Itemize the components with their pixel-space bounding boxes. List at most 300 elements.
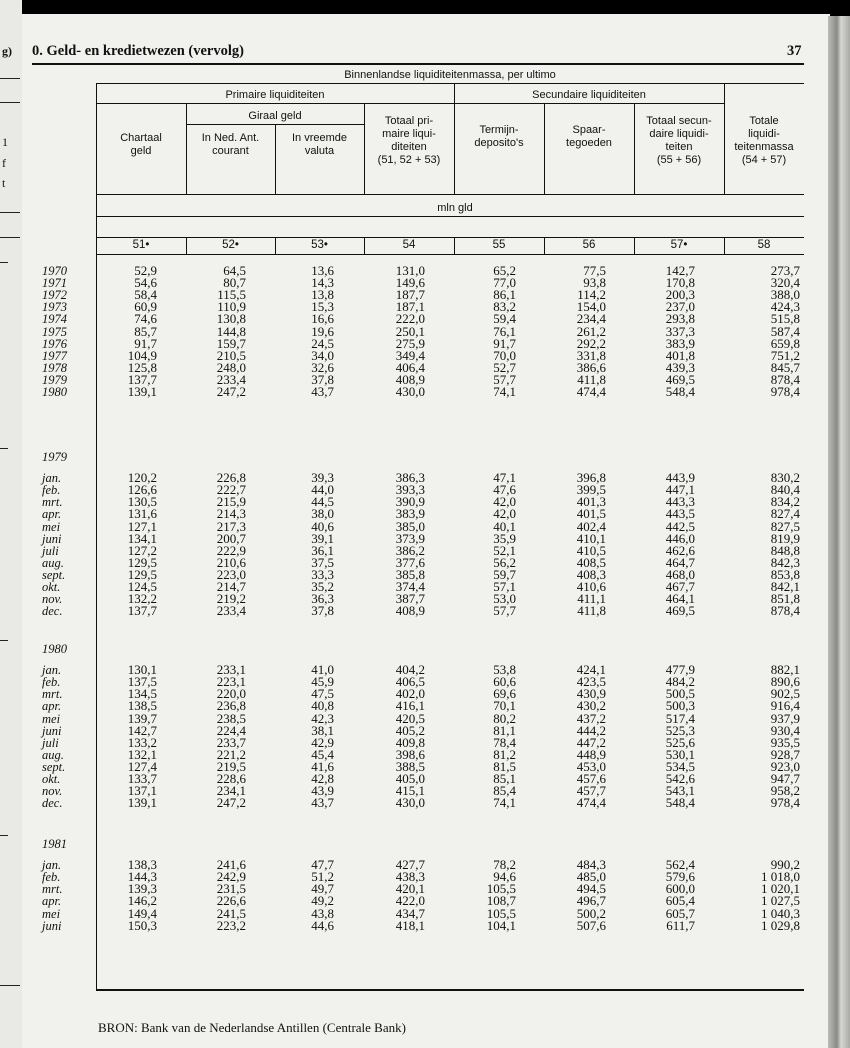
table-cell: 60,9 [134,299,157,315]
table-cell: 52,1 [493,542,516,558]
row-label: mei [42,906,61,921]
table-cell: 410,1 [576,530,606,546]
row-label: apr. [42,507,62,522]
table-cell: 93,8 [583,275,606,291]
table-cell: 59,7 [493,566,516,582]
table-cell: 241,5 [216,905,246,921]
table-cell: 70,0 [493,347,516,363]
table-cell: 130,1 [127,662,157,678]
margin-rule-1 [0,78,20,79]
table-cell: 1 040,3 [761,905,800,921]
table-cell: 387,7 [395,591,425,607]
row-label: apr. [42,699,62,714]
header-giraal: Giraal geld [248,110,302,122]
table-cell: 222,7 [216,482,246,498]
header-primary: Primaire liquiditeiten [225,89,325,101]
table-cell: 233,4 [216,371,246,387]
table-cell: 442,5 [665,518,695,534]
table-cell: 144,8 [216,323,246,339]
row-label: jan. [42,858,62,873]
table-cell: 80,2 [493,710,516,726]
table-cell: 990,2 [770,857,800,873]
table-cell: 15,3 [311,299,334,315]
row-label: dec. [42,796,63,811]
table-cell: 85,7 [134,323,157,339]
table-cell: 133,7 [127,771,157,787]
table-cell: 408,5 [576,554,606,570]
column-header-6: Spaar- tegoeden [566,124,612,149]
table-cell: 40,8 [311,698,334,714]
table-cell: 131,0 [395,263,425,278]
table-cell: 388,5 [395,758,425,774]
table-cell: 853,8 [770,566,800,582]
table-cell: 507,6 [576,917,606,933]
table-cell: 830,2 [770,470,800,486]
table-cell: 64,5 [223,263,246,278]
table-cell: 77,0 [493,275,516,291]
table-cell: 219,5 [216,758,246,774]
table-cell: 132,2 [127,591,157,607]
table-cell: 237,0 [665,299,695,315]
row-label: feb. [42,483,61,498]
table-cell: 149,4 [127,905,157,921]
margin-rule-6 [0,448,8,449]
table-cell: 411,8 [577,371,606,387]
table-cell: 464,7 [665,554,695,570]
table-cell: 840,4 [770,482,800,498]
table-cell: 138,3 [127,857,157,873]
row-label: aug. [42,747,64,762]
table-cell: 56,2 [493,554,516,570]
table-cell: 120,2 [127,470,157,486]
table-cell: 105,5 [486,881,516,897]
table-cell: 548,4 [665,384,695,399]
table-cell: 36,3 [311,591,334,607]
table-cell: 930,4 [770,722,800,738]
table-cell: 947,7 [770,771,800,787]
table-cell: 751,2 [770,347,800,363]
table-cell: 57,7 [493,603,516,619]
column-number-6: 56 [582,239,596,251]
margin-rule-4 [0,237,20,238]
table-cell: 115,5 [217,287,246,303]
table-cell: 453,0 [576,758,606,774]
row-label: 1970 [42,264,67,278]
row-label: 1980 [42,385,67,399]
table-cell: 446,0 [665,530,695,546]
table-cell: 273,7 [770,263,800,278]
rule-main-header [96,83,804,84]
table-cell: 447,1 [665,482,695,498]
table-cell: 81,1 [493,722,516,738]
table-cell: 13,8 [311,287,334,303]
table-cell: 292,2 [576,335,606,351]
table-cell: 105,5 [486,905,516,921]
table-cell: 52,9 [134,263,157,278]
column-number-5: 55 [492,239,506,251]
source-text: Bank van de Nederlandse Antillen (Centrale Bank) [140,1020,406,1035]
table-cell: 139,1 [127,795,157,811]
table-cell: 484,3 [576,857,606,873]
row-label: juni [42,918,62,933]
table-cell: 424,1 [576,662,606,678]
table-cell: 247,2 [216,795,246,811]
table-cell: 605,4 [665,893,695,909]
table-cell: 928,7 [770,746,800,762]
table-cell: 44,5 [311,494,334,510]
group-heading-1979: 1979 [42,450,67,464]
row-label: jan. [42,471,62,486]
table-cell: 69,6 [493,686,516,702]
column-number-2: 52• [222,239,239,251]
table-cell: 337,3 [665,323,695,339]
row-label: 1975 [42,324,67,339]
row-label: juli [42,735,59,750]
column-header-1: Chartaal geld [120,132,162,157]
table-cell: 424,3 [770,299,800,315]
table-cell: 14,3 [311,275,334,291]
table-cell: 496,7 [576,893,606,909]
table-cell: 410,5 [576,542,606,558]
table-cell: 47,1 [493,470,516,486]
table-cell: 52,7 [493,359,516,375]
table-cell: 226,6 [216,893,246,909]
table-cell: 76,1 [493,323,516,339]
table-cell: 845,7 [770,359,800,375]
table-cell: 91,7 [493,335,516,351]
row-label: mrt. [42,882,63,897]
table-cell: 600,0 [665,881,695,897]
table-cell: 36,1 [311,542,334,558]
table-cell: 49,2 [311,893,334,909]
column-number-1: 51• [132,239,150,251]
table-cell: 74,1 [493,384,516,399]
table-cell: 43,7 [311,795,334,811]
table-cell: 222,9 [216,542,246,558]
column-header-4: Totaal pri- maire liqui- diteiten (51, 52 + 53) [377,115,441,166]
table-cell: 37,5 [311,554,334,570]
table-cell: 43,9 [311,783,334,799]
table-cell: 38,0 [311,506,334,522]
table-cell: 149,6 [395,275,425,291]
table-cell: 500,5 [665,686,695,702]
table-cell: 60,6 [493,674,516,690]
table-cell: 401,5 [576,506,606,522]
table-cell: 222,0 [395,311,425,327]
rule-colnum-top [96,237,804,238]
row-label: okt. [42,772,61,787]
row-label: 1977 [42,348,67,363]
table-cell: 57,7 [493,371,516,387]
table-cell: 386,2 [395,542,425,558]
table-cell: 420,5 [395,710,425,726]
table-cell: 42,0 [493,506,516,522]
table-cell: 405,2 [395,722,425,738]
table-cell: 579,6 [665,869,695,885]
row-label: mei [42,711,61,726]
row-label: 1973 [42,300,67,315]
rule-labels-bottom [96,194,804,195]
table-cell: 422,0 [395,893,425,909]
table-cell: 40,1 [493,518,516,534]
table-cell: 226,8 [216,470,246,486]
table-cell: 293,8 [665,311,695,327]
header-main: Binnenlandse liquiditeitenmassa, per ultimo [344,69,556,81]
table-cell: 548,4 [665,795,695,811]
row-label: 1979 [42,372,67,387]
column-number-4: 54 [402,239,416,251]
table-cell: 534,5 [665,758,695,774]
table-cell: 834,2 [770,494,800,510]
table-cell: 878,4 [770,603,800,619]
table-cell: 477,9 [665,662,695,678]
table-cell: 37,8 [311,371,334,387]
table-cell: 39,1 [311,530,334,546]
table-cell: 139,7 [127,710,157,726]
column-header-7: Totaal secun- daire liquidi- teiten (55 + 56) [646,115,712,166]
table-cell: 108,7 [486,893,516,909]
table-cell: 41,6 [311,758,334,774]
table-cell: 405,0 [395,771,425,787]
table-cell: 37,8 [311,603,334,619]
table-cell: 137,7 [127,371,157,387]
table-cell: 127,4 [127,758,157,774]
table-cell: 409,8 [395,734,425,750]
table-cell: 439,3 [665,359,695,375]
table-cell: 587,4 [770,323,800,339]
table-cell: 223,0 [216,566,246,582]
table-cell: 468,0 [665,566,695,582]
table-cell: 238,5 [216,710,246,726]
document-page [22,14,830,1048]
table-cell: 44,0 [311,482,334,498]
table-cell: 978,4 [770,795,800,811]
column-number-3: 53• [311,239,328,251]
table-cell: 827,5 [770,518,800,534]
table-cell: 383,9 [665,335,695,351]
table-cell: 408,9 [395,603,425,619]
table-cell: 223,2 [216,917,246,933]
column-header-5: Termijn- deposito's [474,124,524,149]
table-cell: 396,8 [576,470,606,486]
table-cell: 127,2 [127,542,157,558]
table-cell: 462,6 [665,542,695,558]
table-cell: 65,2 [493,263,516,278]
table-cell: 393,3 [395,482,425,498]
table-cell: 81,5 [493,758,516,774]
table-cell: 94,6 [493,869,516,885]
table-cell: 45,9 [311,674,334,690]
row-label: mrt. [42,495,63,510]
table-cell: 146,2 [127,893,157,909]
table-cell: 137,5 [127,674,157,690]
table-cell: 415,1 [395,783,425,799]
margin-text-1: g) [2,44,12,58]
table-cell: 41,0 [311,662,334,678]
table-cell: 386,6 [576,359,606,375]
margin-rule-5 [0,262,8,263]
table-cell: 19,6 [311,323,334,339]
table-cell: 420,1 [395,881,425,897]
table-cell: 398,6 [395,746,425,762]
table-cell: 331,8 [576,347,606,363]
table-cell: 349,4 [395,347,425,363]
margin-rule-3 [0,212,20,213]
table-cell: 221,2 [216,746,246,762]
table-cell: 464,1 [665,591,695,607]
table-cell: 126,6 [127,482,157,498]
table-cell: 457,6 [576,771,606,787]
table-cell: 402,4 [576,518,606,534]
table-cell: 430,2 [576,698,606,714]
table-cell: 154,0 [576,299,606,315]
table-cell: 214,3 [216,506,246,522]
table-cell: 38,1 [311,722,334,738]
table-cell: 423,5 [576,674,606,690]
table-cell: 40,6 [311,518,334,534]
table-cell: 410,6 [576,579,606,595]
source-note [98,1020,406,1036]
table-cell: 882,1 [770,662,800,678]
table-cell: 32,6 [311,359,334,375]
margin-rule-9 [0,985,20,986]
table-cell: 562,4 [665,857,695,873]
column-number-8: 58 [757,239,771,251]
row-label: aug. [42,555,64,570]
table-cell: 43,7 [311,384,334,399]
table-cell: 233,1 [216,662,246,678]
column-header-8: Totale liquidi- teitenmassa (54 + 57) [734,115,794,166]
table-cell: 935,5 [770,734,800,750]
table-cell: 386,3 [395,470,425,486]
table-cell: 430,9 [576,686,606,702]
table-cell: 49,7 [311,881,334,897]
table-cell: 228,6 [216,771,246,787]
row-label: 1978 [42,360,67,375]
table-cell: 1 020,1 [761,881,800,897]
group-heading-1980: 1980 [42,642,67,656]
row-label: 1974 [42,312,67,327]
table-cell: 214,7 [216,579,246,595]
table-cell: 138,5 [127,698,157,714]
table-cell: 438,3 [395,869,425,885]
margin-rule-7 [0,640,8,641]
table-cell: 401,8 [665,347,695,363]
table-cell: 200,3 [665,287,695,303]
table-cell: 43,8 [311,905,334,921]
table-cell: 937,9 [770,710,800,726]
table-cell: 515,8 [770,311,800,327]
table-cell: 187,7 [395,287,425,303]
page-edge [828,16,850,1048]
row-label: juni [42,531,62,546]
table-cell: 1 029,8 [761,917,800,933]
table-cell: 144,3 [127,869,157,885]
table-cell: 210,5 [216,347,246,363]
table-cell: 125,8 [127,359,157,375]
table-cell: 275,9 [395,335,425,351]
table-cell: 78,2 [493,857,516,873]
header-secondary: Secundaire liquiditeiten [532,89,646,101]
table-cell: 430,0 [395,384,425,399]
table-cell: 53,8 [493,662,516,678]
table-cell: 247,2 [216,384,246,399]
row-label: 1971 [42,276,67,291]
page-title: 0. Geld- en kredietwezen (vervolg) [32,43,244,59]
table-cell: 85,4 [493,783,516,799]
table-cell: 434,7 [395,905,425,921]
table-cell: 842,1 [770,579,800,595]
table-cell: 83,2 [493,299,516,315]
table-cell: 234,1 [216,783,246,799]
table-cell: 443,3 [665,494,695,510]
left-page-strip [0,0,22,1048]
table-cell: 130,5 [127,494,157,510]
table-cell: 78,4 [493,734,516,750]
table-cell: 59,4 [493,311,516,327]
table-cell: 51,2 [311,869,334,885]
table-cell: 86,1 [493,287,516,303]
table-cell: 427,7 [395,857,425,873]
row-label: nov. [42,784,63,799]
table-cell: 35,9 [493,530,516,546]
table-cell: 210,6 [216,554,246,570]
table-cell: 42,9 [311,734,334,750]
margin-text-2: 1 [2,135,8,149]
table-cell: 47,7 [311,857,334,873]
table-cell: 130,8 [216,311,246,327]
table-cell: 58,4 [134,287,157,303]
table-cell: 134,5 [127,686,157,702]
column-number-7: 57• [670,239,688,251]
table-cell: 388,0 [770,287,800,303]
table-cell: 234,4 [576,311,606,327]
table-cell: 374,4 [395,579,425,595]
margin-rule-8 [0,835,8,836]
row-label: juli [42,543,59,558]
table-cell: 411,1 [577,591,606,607]
table-cell: 411,8 [577,603,606,619]
table-cell: 233,7 [216,734,246,750]
table-cell: 139,1 [127,384,157,399]
column-header-2: In Ned. Ant. courant [201,132,260,157]
table-cell: 923,0 [770,758,800,774]
table-cell: 404,2 [395,662,425,678]
table-cell: 408,9 [395,371,425,387]
table-cell: 978,4 [770,384,800,399]
table-cell: 659,8 [770,335,800,351]
table-cell: 241,6 [216,857,246,873]
table-cell: 224,4 [216,722,246,738]
table-cell: 70,1 [493,698,516,714]
table-cell: 129,5 [127,566,157,582]
table-cell: 74,1 [493,795,516,811]
table-cell: 220,0 [216,686,246,702]
table-cell: 401,3 [576,494,606,510]
table-cell: 81,2 [493,746,516,762]
table-cell: 53,0 [493,591,516,607]
table-cell: 236,8 [216,698,246,714]
table-cell: 383,9 [395,506,425,522]
table-cell: 142,7 [665,263,695,278]
table-cell: 134,1 [127,530,157,546]
table-cell: 390,9 [395,494,425,510]
table-cell: 24,5 [311,335,334,351]
table-cell: 137,1 [127,783,157,799]
table-cell: 377,6 [395,554,425,570]
row-label: sept. [42,759,66,774]
table-cell: 42,0 [493,494,516,510]
